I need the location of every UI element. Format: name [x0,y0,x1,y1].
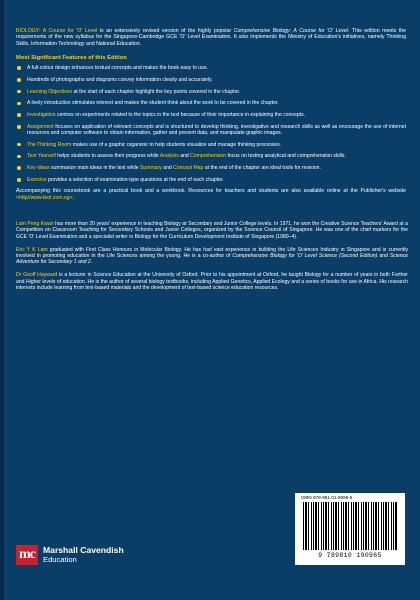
feature-item: Key Ideas summarize main ideas in the text while Summary and Concept Map at the end of the chapter are ideal tools for revision. [16,165,406,171]
publisher-logo [16,545,124,565]
publisher-url[interactable]: <http//www.teol.com.sg> [16,194,73,201]
features-heading: Most Significant Features of this Edition [16,55,127,62]
isbn-label: ISBN 978-981-01-9096-5 [301,495,353,500]
barcode-digits: 9 789810 190965 [318,552,382,559]
feature-item: Hundreds of photographs and diagrams convey information clearly and accurately. [16,77,406,83]
accompanying-paragraph: Accompanying this coursebook are a practical book and a workbook. Resources for teachers and students are also available online at the Publisher's website <http//www.teol.com.sg>. [16,188,406,201]
feature-item: The Thinking Room makes use of a graphic organizer to help students visualize and manage thinking processes. [16,142,406,148]
bullet-icon [17,166,21,170]
feature-item: A lively introduction stimulates interest and makes the student think about the work to be covered in the chapter. [16,100,406,106]
bullet-icon [17,155,21,159]
bullet-icon [17,143,21,147]
author-name: Eric Y K Lam [16,246,48,253]
mc-logo-icon: mc [16,545,38,565]
feature-item: Investigation centres on experiments related to the topics in the text because of their importance in explaining the concepts. [16,112,406,118]
author-bio: Lam Peng Kwan has more than 20 years' experience in teaching Biology at Secondary and Junior College levels. In 1971, he won the Creative Science Teachers' Award at a Competition on Classroom Teaching for Secondary Schools and Junior Colleges, organized by the Science Council of Singapore. He was one of the chief markers for the GCE 'O' Level Examination and a specialist writer in Biology for the Curriculum Development Institute of Singapore (1980–4). [16,221,408,240]
feature-item: Exercise provides a selection of examination-type questions at the end of each chapter. [16,177,406,183]
author-bio: Eric Y K Lam graduated with First Class Honours in Molecular Biology. He has had vast experience in building the Life Sciences Industry in Singapore and is currently involved in promoting education in the Life Sciences among the young. He is a co-author of Comprehensive Biology for 'O' Level Science (Second Edition) and Science Adventure for Secondary 1 and 2. [16,246,408,266]
author-name: Dr Geoff Hayward [16,272,58,279]
intro-mid: is an extensively revised version of the highly popular [97,28,234,34]
barcode-bars [303,502,397,550]
intro-tail: . This edition meets the requirements of the new syllabus for the Singapore-Cambridge GCE 'O' Level Examination. It also implements the Ministry of Education's initiatives, namely Thinking Skills, Information Technology and National Education. [16,28,407,47]
bullet-icon [17,178,21,182]
bullet-icon [17,102,21,106]
features-list [16,65,406,183]
isbn-barcode [295,493,405,565]
feature-item: Test Yourself helps students to assess their progress while Analysis and Comprehension focus on testing analytical and comprehension skills. [16,153,406,159]
author-bio: Dr Geoff Hayward is a lecturer in Science Education at the University of Oxford. Prior to his appointment at Oxford, he taught Biology for a number of years in both Further and Higher levels of education. He is the author of several biology textbooks, including Applied Genetics, Applied Ecology and a series of books for use in Africa. His research interests include learning from text-based materials and the development of text-based science education resources. [16,272,409,291]
bullet-icon [17,90,21,94]
bullet-icon [17,78,21,82]
intro-book-ref: Comprehensive Biology: A Course for 'O' Level [233,28,349,34]
intro-lead: BIOLOGY: A Course for 'O' Level [16,28,98,34]
bullet-icon [17,66,21,70]
feature-item: A full-colour design enhances textual concepts and makes the book easy to use. [16,65,406,71]
feature-item: Learning Objectives at the start of each chapter highlight the key points covered in the chapter. [16,89,406,95]
feature-item: Assignment focuses on application of relevant concepts and is structured to develop thinking, investigative and research skills as well as encourage the use of internet resources and computer software to obtain information, gather and present data, and manipulate graphic images. [16,124,406,136]
bullet-icon [17,125,21,129]
author-name: Lam Peng Kwan [16,221,54,228]
bullet-icon [17,113,21,117]
intro-paragraph [16,28,406,47]
publisher-division: Education [43,554,77,564]
publisher-name: Marshall Cavendish [43,544,124,555]
